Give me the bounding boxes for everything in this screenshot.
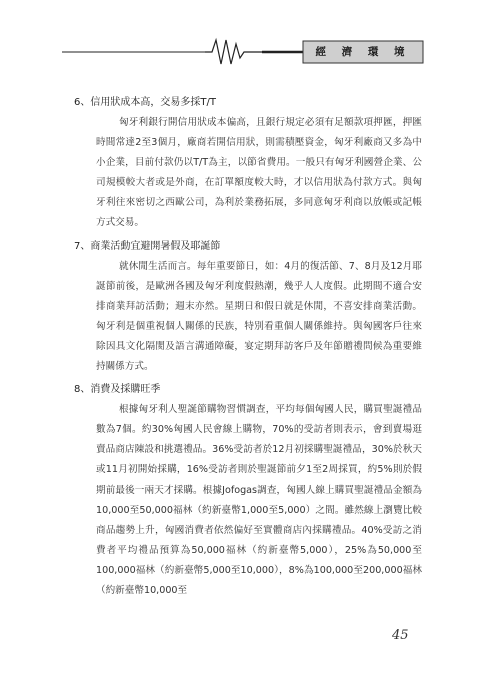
section-heading: 7、商業活動宜避開暑假及耶誕節 — [74, 240, 221, 252]
section-heading: 6、信用狀成本高，交易多採T/T — [74, 97, 216, 108]
section-paragraph: 就休閒生活而言。每年重要節日，如：4月的復活節、7、8月及12月耶誕節前後，是歐洲各國及匈牙利度假熱潮，幾乎人人度假。此期間不適合安排商業拜訪活動；週末亦然。星期日和假日就是休閒，不喜安排商業活動。匈牙利是個重視個人關係的民族，特別看重個人關係維持。與匈國客戶往來除因具文化隔閡及語言溝通障礙，宴定期拜訪客戶及年節贈禮問候為重要維持關係方式。 — [96, 260, 422, 373]
section-paragraph: 匈牙利銀行開信用狀成本偏高，且銀行規定必須有足額款項押匯，押匯時間常達2至3個月，廠商若開信用狀，則需積壓資金，匈牙利廠商又多為中小企業，目前付款仍以T/T為主，以節省費用。一般只有匈牙利國營企業、公司規模較大者或是外商，在訂單額度較大時，才以信用狀為付款方式。與匈牙利往來密切之西歐公司，為利於業務拓展，多同意匈牙利商以放帳或記帳方式交易。 — [96, 117, 422, 229]
page-content — [74, 93, 422, 604]
section-shopping-season — [74, 380, 422, 601]
page-header — [0, 0, 480, 70]
section-heading: 8、消費及採購旺季 — [74, 384, 161, 396]
header-title: 經 濟 環 境 — [315, 46, 411, 58]
page-number: 45 — [392, 628, 409, 643]
section-holidays — [74, 237, 422, 378]
section-credit-letter — [74, 93, 422, 234]
section-paragraph: 根據匈牙利人聖誕節購物習慣調查，平均每個匈國人民，購買聖誕禮品數為7個。約30%匈國人民會線上購物，70%的受訪者則表示，會到賣場逛賣品商店陳設和挑選禮品。36%受訪者於12月初採購聖誕禮品，30%於秋天或11月初開始採購，16%受訪者則於聖誕節前夕1至2周採買，約5%則於假期前最後一兩天才採購。根據Jofogas調查，匈國人線上購買聖誕禮品金額為10,000至50,000福林（約新臺幣1,000至5,000）之間。雖然線上瀏覽比較商品趨勢上升，匈國消費者依然偏好至實體商店內採購禮品。40%受訪之消費者平均禮品預算為50,000福林（約新臺幣5,000），25%為50,000至100,000福林（約新臺幣5,000至10,000），8%為100,000至200,000福林（約新臺幣10,000至 — [96, 404, 422, 596]
